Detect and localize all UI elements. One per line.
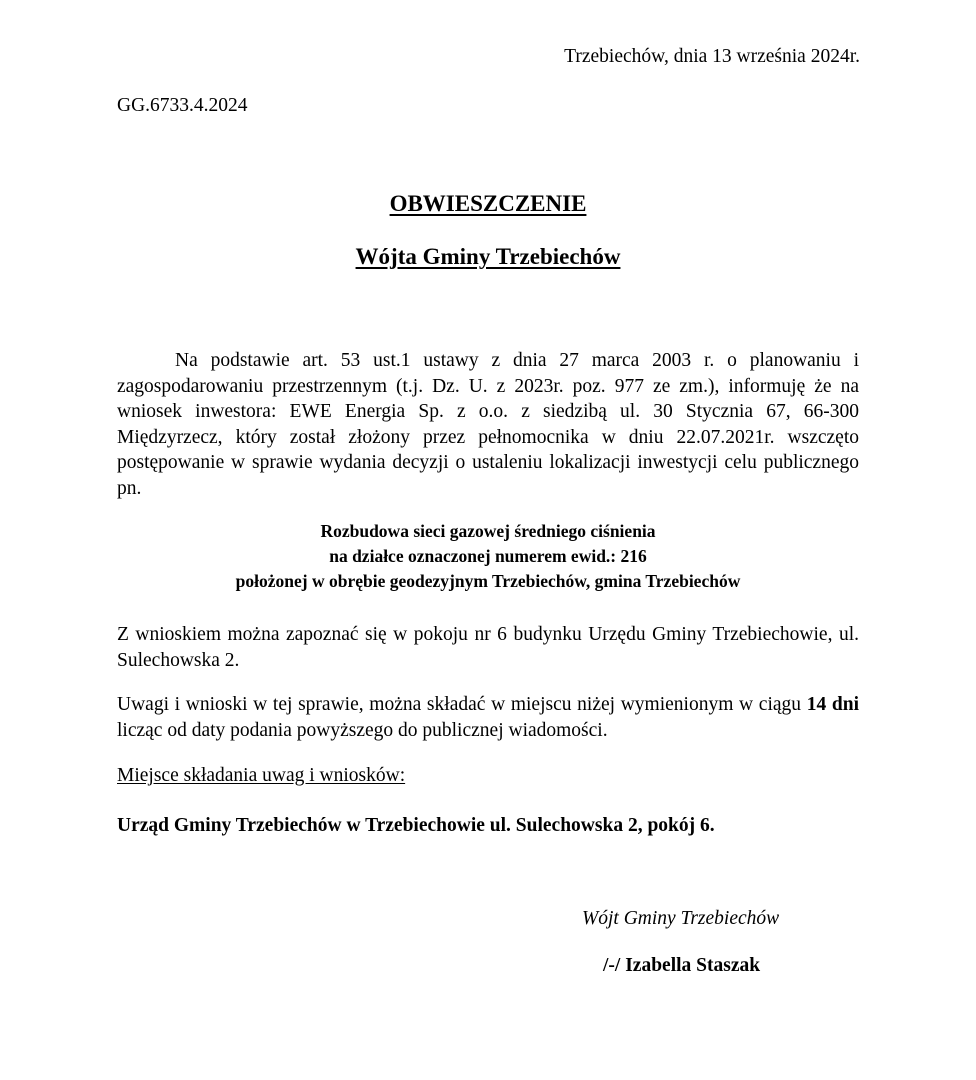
intro-paragraph: Na podstawie art. 53 ust.1 ustawy z dnia 27 marca 2003 r. o planowaniu i zagospodarowaniu przestrzennym (t.j. Dz. U. z 2023r. poz. 977 ze zm.), informuję że na wniosek inwestora: EWE Energia Sp. z o.o. z siedzibą ul. 30 Stycznia 67, 66-300 Międzyrzecz, który został złożony przez pełnomocnika w dniu 22.07.2021r. wszczęto postępowanie w sprawie wydania decyzji o ustaleniu lokalizacji inwestycji celu publicznego pn. (117, 350, 859, 499)
remarks-deadline: 14 dni (806, 694, 859, 715)
investment-name (0, 519, 976, 594)
reference-number: GG.6733.4.2024 (117, 95, 248, 116)
investment-line-3: położonej w obrębie geodezyjnym Trzebiechów, gmina Trzebiechów (235, 571, 741, 591)
submission-place-address: Urząd Gminy Trzebiechów w Trzebiechowie ul. Sulechowska 2, pokój 6. (117, 815, 715, 836)
remarks-text-start: Uwagi i wnioski w tej sprawie, można składać w miejscu niżej wymienionym w ciągu (117, 694, 807, 715)
submission-place-label: Miejsce składania uwag i wniosków: (117, 765, 406, 786)
signer-role: Wójt Gminy Trzebiechów (582, 908, 780, 929)
investment-line-1: Rozbudowa sieci gazowej średniego ciśnienia (320, 521, 656, 541)
signer-name: /-/ Izabella Staszak (603, 955, 761, 976)
document-subtitle: Wójta Gminy Trzebiechów (355, 244, 621, 269)
document-title: OBWIESZCZENIE (389, 191, 587, 216)
investment-line-2: na działce oznaczonej numerem ewid.: 216 (329, 546, 647, 566)
remarks-text-end: licząc od daty podania powyższego do publicznej wiadomości. (117, 719, 608, 741)
remarks-paragraph (117, 692, 859, 743)
place-date: Trzebiechów, dnia 13 września 2024r. (564, 46, 860, 67)
review-paragraph: Z wnioskiem można zapoznać się w pokoju nr 6 budynku Urzędu Gminy Trzebiechowie, ul. Sulechowska 2. (117, 624, 859, 671)
